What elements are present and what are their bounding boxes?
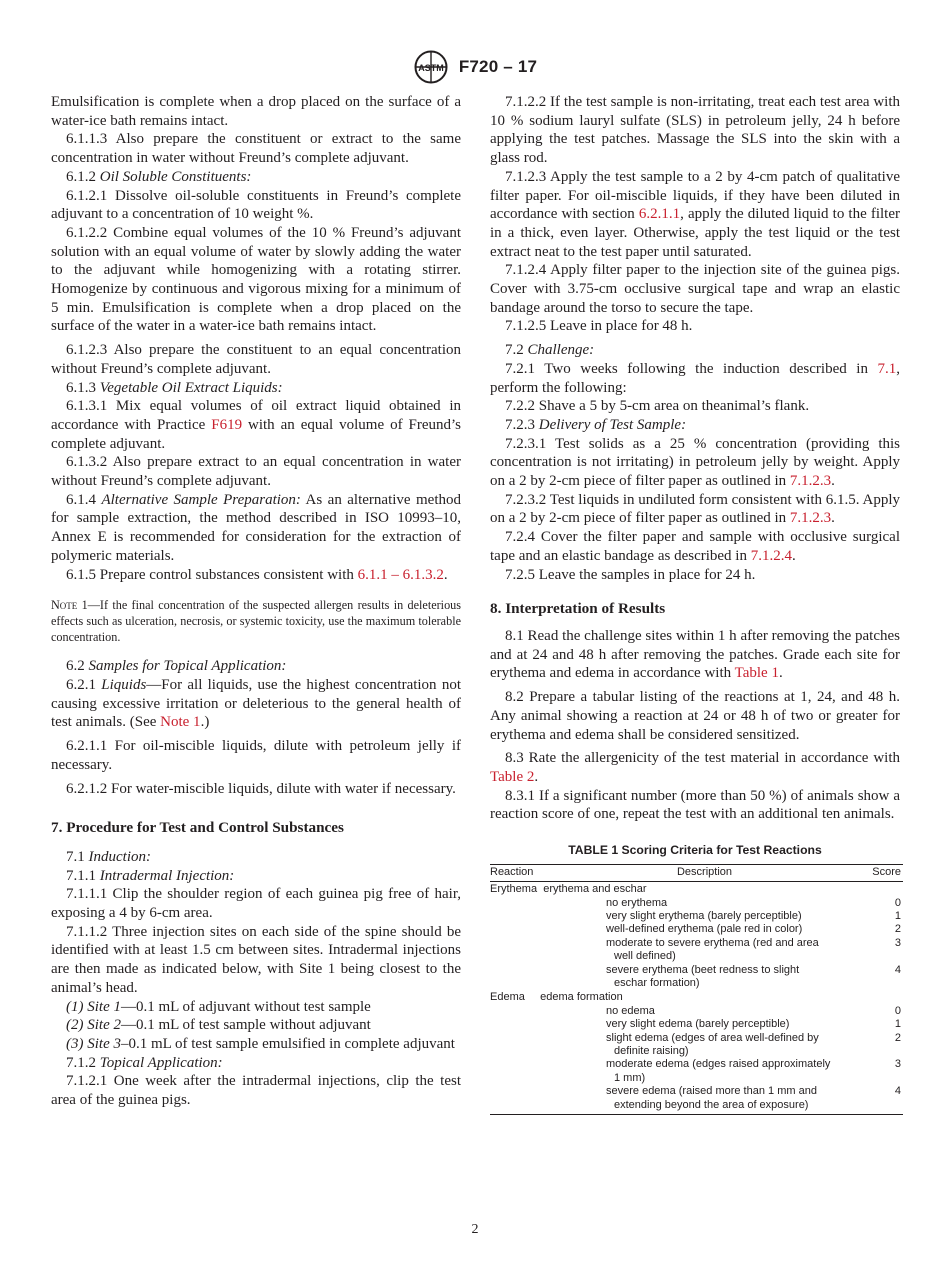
subsection-heading: 7.2 Challenge: [505,342,595,359]
paragraph: 6.1.5 Prepare control substances consistent with 6.1.1 – 6.1.3.2. [66,566,448,583]
table-group-row [490,990,903,1004]
subsection-heading: 6.1.2 Oil Soluble Constituents: [66,168,252,185]
table-row: severe edema (raised more than 1 mm and extending beyond the area of exposure) 4 [490,1085,903,1114]
right-column [490,93,900,1115]
table-row: no edema 0 [606,1004,901,1017]
subsection-heading: 7.1 Induction: [66,848,151,865]
paragraph: 6.1.2.3 Also prepare the constituent to an equal concentration without Freund’s complete adjuvant. [51,342,461,377]
paragraph: 7.2.5 Leave the samples in place for 24 h. [505,566,756,583]
ref-link-table-2[interactable]: Table 2 [490,768,535,785]
table-header-row [490,864,903,881]
ref-link-7-1-2-3[interactable]: 7.1.2.3 [789,473,832,490]
paragraph: 6.1.2.1 Dissolve oil-soluble constituents in Freund’s complete adjuvant to a concentration of 10 weight %. [51,187,461,223]
ref-link-6-1-1[interactable]: 6.1.1 – 6.1.3.2 [357,566,444,583]
table-group-row [490,882,903,897]
ref-link-7-1[interactable]: 7.1 [877,360,897,377]
section-heading-8: 8. Interpretation of Results [490,600,666,618]
paragraph: 7.1.2.4 Apply filter paper to the injection site of the guinea pigs. Cover with 3.75-cm occlusive surgical tape and wrap an elastic bandage around the torso to secure the tape. [490,262,900,316]
column-header-score: Score [861,864,903,881]
paragraph: 7.1.2.1 One week after the intradermal injections, clip the test area of the guinea pigs. [51,1073,461,1109]
ref-link-6-2-1-1[interactable]: 6.2.1.1 [638,206,681,223]
paragraph: 7.1.2.3 Apply the test sample to a 2 by 4-cm patch of qualitative filter paper. For oil-miscible liquids, if they have been diluted in accordance with section 6.2.1.1, apply the diluted liquid to the filter in a thick, even layer. Otherwise, apply the test liquid or the test extract neat to the test paper until saturated. [490,168,900,260]
paragraph: 7.2.2 Shave a 5 by 5-cm area on theanimal’s flank. [505,398,810,415]
scoring-criteria-table [490,864,903,1115]
table-row: moderate edema (edges raised approximately 1 mm) 3 [606,1058,901,1084]
paragraph: 7.1.2.5 Leave in place for 48 h. [505,318,693,335]
paragraph: 6.1.1.3 Also prepare the constituent or extract to the same concentration in water without Freund’s complete adjuvant. [51,131,461,167]
list-item: (1) Site 1—0.1 mL of adjuvant without test sample [66,998,371,1015]
paragraph: 6.2.1.1 For oil-miscible liquids, dilute with petroleum jelly if necessary. [51,738,461,773]
reaction-label: Erythema [490,883,538,896]
paragraph: 6.1.4 Alternative Sample Preparation: As an alternative method for sample extraction, the method described in ISO 10993–10, Annex E is recommended for consideration for the extraction of polymeric materials. [51,491,461,564]
astm-logo-icon [413,50,449,84]
table-row: very slight erythema (barely perceptible) 1 [606,909,901,922]
ref-link-table-1[interactable]: Table 1 [734,665,779,682]
paragraph: 7.1.1.1 Clip the shoulder region of each guinea pig free of hair, exposing a 4 by 6-cm area. [51,886,461,922]
table-row: moderate to severe erythema (red and area well defined) 3 [606,936,901,963]
subsection-heading: 6.1.3 Vegetable Oil Extract Liquids: [66,379,283,396]
paragraph: 7.1.2.2 If the test sample is non-irritating, treat each test area with 10 % sodium lauryl sulfate (SLS) in petroleum jelly, 24 h before applying the test patches. Massage the SLS into the skin with a glass rod. [490,94,900,167]
section-heading-7: 7. Procedure for Test and Control Substances [51,819,344,837]
ref-link-7-1-2-4[interactable]: 7.1.2.4 [750,547,792,564]
paragraph: 7.2.3.2 Test liquids in undiluted form consistent with 6.1.5. Apply on a 2 by 2-cm piece of filter paper as outlined in 7.1.2.3. [490,491,900,527]
paragraph: 8.2 Prepare a tabular listing of the reactions at 1, 24, and 48 h. Any animal showing a reaction at 24 or 48 h of two or greater for erythema and edema shall be considered sensitized. [490,689,900,743]
subsection-heading: 7.2.3 Delivery of Test Sample: [505,416,687,433]
ref-link-7-1-2-3[interactable]: 7.1.2.3 [789,510,832,527]
list-item: (2) Site 2—0.1 mL of test sample without adjuvant [66,1017,371,1034]
paragraph: 6.2.1.2 For water-miscible liquids, dilute with water if necessary. [66,780,456,797]
page-header [0,50,950,84]
table-row: well-defined erythema (pale red in color) 2 [606,923,901,936]
table-row: slight edema (edges of area well-defined by definite raising) 2 [606,1031,901,1057]
paragraph: 7.1.1.2 Three injection sites on each side of the spine should be identified with at least 1.5 cm between sites. Intradermal injections are then made as indicated below, with Site 1 being closest to the animal’s head. [51,923,461,996]
paragraph: 6.2.1 Liquids—For all liquids, use the highest concentration not causing excessive irritation or deleterious to the general health of test animals. (See Note 1.) [51,676,461,731]
paragraph: Emulsification is complete when a drop placed on the surface of a water-ice bath remains intact. [51,94,461,129]
paragraph: 6.1.2.2 Combine equal volumes of the 10 % Freund’s adjuvant solution with an equal volume of water by slowly adding the water to the adjuvant while homogenizing with a rotating stirrer. Homogenize by continuous and vigorous mixing for a minimum of 5 min. Emulsification is complete when a drop placed on the surface of the water in a water-ice bath remains intact. [51,224,461,335]
group-label: erythema and eschar [543,883,647,896]
table-1-title: TABLE 1 Scoring Criteria for Test Reactions [568,843,822,858]
note-1: Note 1—If the final concentration of the suspected allergen results in deleterious effects such as ulceration, necrosis, or systemic toxicity, use the maximum tolerable concentration. [51,598,461,645]
list-item: (3) Site 3–0.1 mL of test sample emulsified in complete adjuvant [66,1035,455,1052]
paragraph: 8.3 Rate the allergenicity of the test material in accordance with Table 2. [490,750,900,785]
table-row: very slight edema (barely perceptible) 1 [606,1018,901,1031]
paragraph: 6.1.3.1 Mix equal volumes of oil extract liquid obtained in accordance with Practice F619 with an equal volume of Freund’s complete adjuvant. [51,398,461,452]
document-designation: F720 – 17 [458,57,538,76]
paragraph: 7.2.4 Cover the filter paper and sample with occlusive surgical tape and an elastic bandage as described in 7.1.2.4. [490,529,900,564]
paragraph: 7.2.3.1 Test solids as a 25 % concentration (providing this concentration is not irritating) in petroleum jelly by weight. Apply on a 2 by 2-cm piece of filter paper as outlined in 7.1.2.3. [490,435,900,490]
column-header-reaction: Reaction [490,864,548,881]
subsection-heading: 7.1.2 Topical Application: [66,1054,223,1071]
page-number: 2 [471,1222,479,1237]
left-column [51,93,461,1110]
paragraph: 8.3.1 If a significant number (more than 50 %) of animals show a reaction score of one, repeat the test with an additional ten animals. [490,787,900,823]
ref-link-f619[interactable]: F619 [211,416,243,433]
subsection-heading: 6.2 Samples for Topical Application: [66,658,287,675]
reaction-label: Edema [490,991,525,1004]
group-label: edema formation [540,991,623,1004]
table-row: severe erythema (beet redness to slight eschar formation) 4 [606,963,901,989]
subsection-heading: 7.1.1 Intradermal Injection: [66,867,235,884]
paragraph: 8.1 Read the challenge sites within 1 h after removing the patches and at 24 and 48 h after removing the patches. Grade each site for erythema and edema in accordance with Table 1. [490,627,900,682]
paragraph: 6.1.3.2 Also prepare extract to an equal concentration in water without Freund’s complete adjuvant. [51,454,461,490]
ref-link-note-1[interactable]: Note 1 [160,714,201,731]
column-header-description: Description [548,864,861,881]
table-row: no erythema 0 [606,896,901,909]
logo-lettering: ASTM [418,63,444,73]
paragraph: 7.2.1 Two weeks following the induction described in 7.1, perform the following: [490,360,900,396]
